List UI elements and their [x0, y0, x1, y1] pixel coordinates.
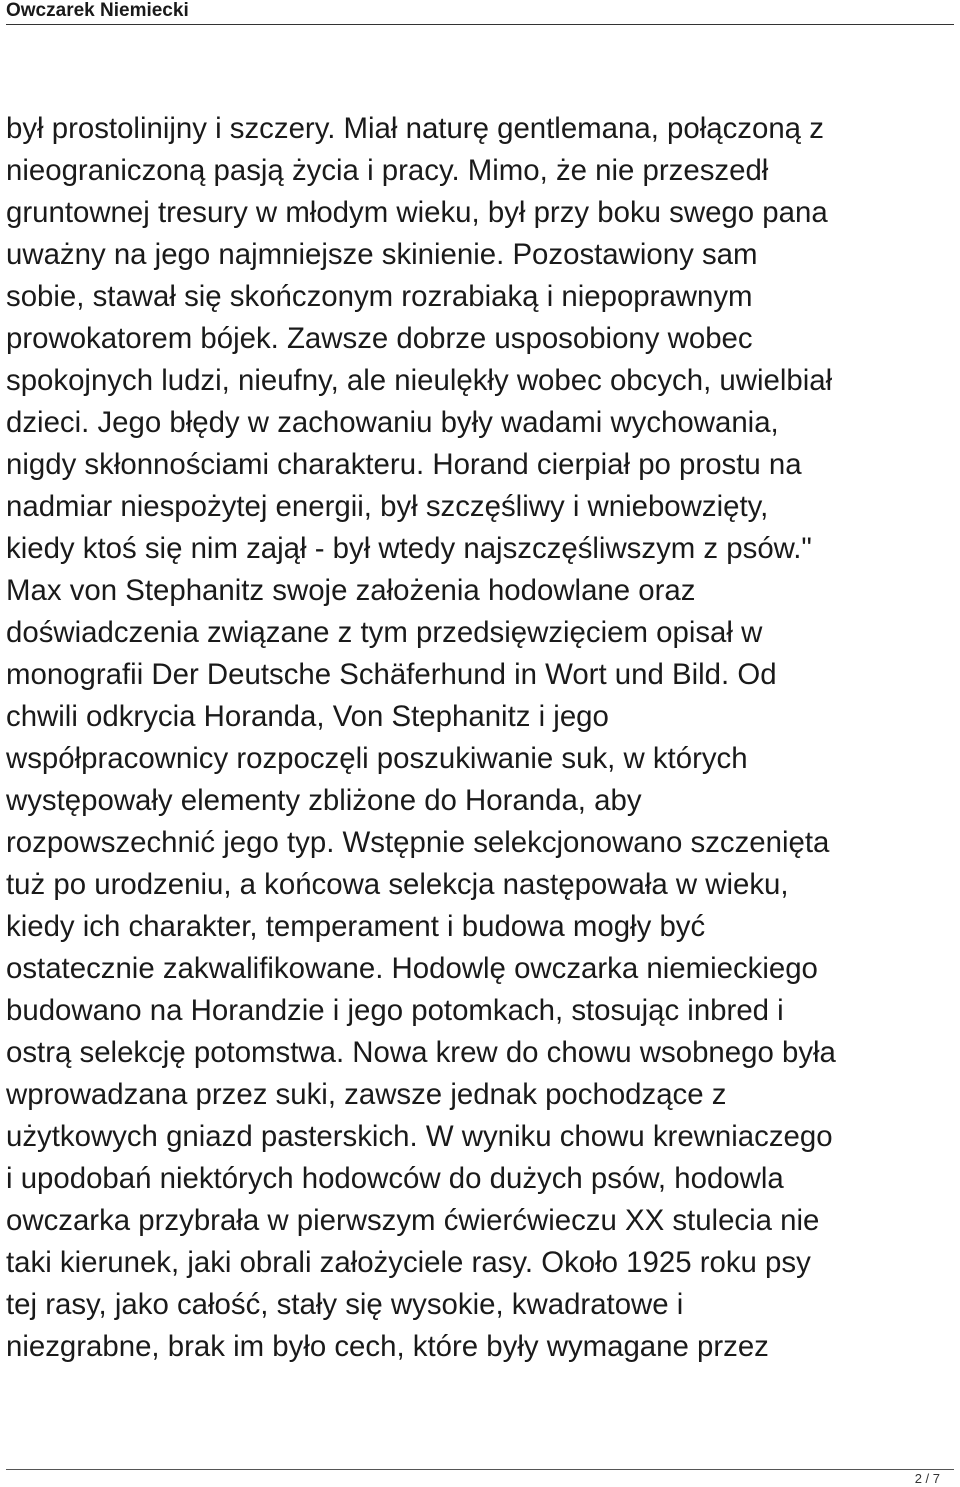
- text-line: gruntownej tresury w młodym wieku, był przy boku swego pana: [6, 196, 828, 229]
- text-line: nigdy skłonnościami charakteru. Horand cierpiał po prostu na: [6, 448, 802, 481]
- text-line: monografii Der Deutsche Schäferhund in Wort und Bild. Od: [6, 658, 777, 691]
- document-title: Owczarek Niemiecki: [6, 0, 189, 21]
- text-line: uważny na jego najmniejsze skinienie. Pozostawiony sam: [6, 238, 758, 271]
- footer-divider: [6, 1469, 954, 1470]
- text-line: i upodobań niektórych hodowców do dużych psów, hodowla: [6, 1162, 784, 1195]
- text-line: rozpowszechnić jego typ. Wstępnie selekcjonowano szczenięta: [6, 826, 830, 859]
- page-header: [0, 0, 960, 26]
- header-divider: [6, 24, 954, 25]
- text-line: użytkowych gniazd pasterskich. W wyniku chowu krewniaczego: [6, 1120, 833, 1153]
- text-line: współpracownicy rozpoczęli poszukiwanie suk, w których: [6, 742, 748, 775]
- text-line: ostatecznie zakwalifikowane. Hodowlę owczarka niemieckiego: [6, 952, 818, 985]
- text-line: ostrą selekcję potomstwa. Nowa krew do chowu wsobnego była: [6, 1036, 836, 1069]
- text-line: nadmiar niespożytej energii, był szczęśliwy i wniebowzięty,: [6, 490, 769, 523]
- text-line: niezgrabne, brak im było cech, które były wymagane przez: [6, 1330, 769, 1363]
- text-line: chwili odkrycia Horanda, Von Stephanitz i jego: [6, 700, 609, 733]
- text-line: budowano na Horandzie i jego potomkach, stosując inbred i: [6, 994, 784, 1027]
- text-line: tuż po urodzeniu, a końcowa selekcja następowała w wieku,: [6, 868, 789, 901]
- page-number: 2 / 7: [914, 1471, 940, 1486]
- text-line: kiedy ich charakter, temperament i budowa mogły być: [6, 910, 706, 943]
- text-line: nieograniczoną pasją życia i pracy. Mimo, że nie przeszedł: [6, 154, 769, 187]
- text-line: występowały elementy zbliżone do Horanda, aby: [6, 784, 642, 817]
- text-line: kiedy ktoś się nim zajął - był wtedy najszczęśliwszym z psów.": [6, 532, 812, 565]
- text-line: owczarka przybrała w pierwszym ćwierćwieczu XX stulecia nie: [6, 1204, 820, 1237]
- text-line: dzieci. Jego błędy w zachowaniu były wadami wychowania,: [6, 406, 779, 439]
- body-paragraph: [6, 108, 956, 1368]
- text-line: był prostolinijny i szczery. Miał naturę gentlemana, połączoną z: [6, 112, 824, 145]
- text-line: prowokatorem bójek. Zawsze dobrze usposobiony wobec: [6, 322, 753, 355]
- text-line: Max von Stephanitz swoje założenia hodowlane oraz: [6, 574, 696, 607]
- text-line: wprowadzana przez suki, zawsze jednak pochodzące z: [6, 1078, 727, 1111]
- text-line: taki kierunek, jaki obrali założyciele rasy. Około 1925 roku psy: [6, 1246, 811, 1279]
- text-line: tej rasy, jako całość, stały się wysokie, kwadratowe i: [6, 1288, 684, 1321]
- text-line: doświadczenia związane z tym przedsięwzięciem opisał w: [6, 616, 763, 649]
- text-line: sobie, stawał się skończonym rozrabiaką i niepoprawnym: [6, 280, 753, 313]
- text-line: spokojnych ludzi, nieufny, ale nieulękły wobec obcych, uwielbiał: [6, 364, 833, 397]
